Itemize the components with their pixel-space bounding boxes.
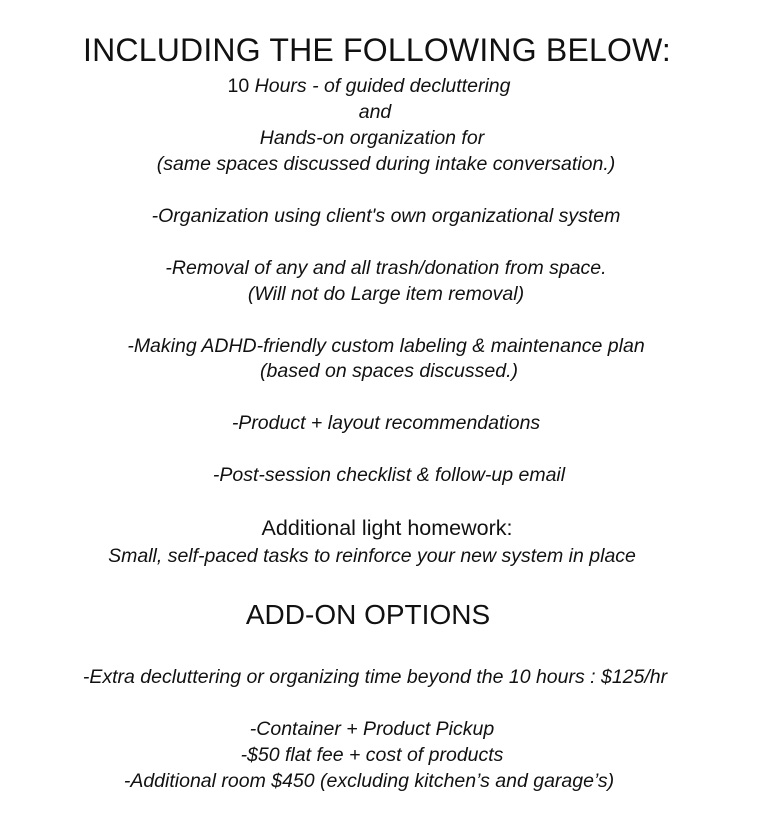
service-removal: -Removal of any and all trash/donation from space. — [165, 257, 607, 279]
service-product: -Product + layout recommendations — [231, 412, 541, 434]
homework-text: Small, self-paced tasks to reinforce your new system in place — [108, 545, 636, 567]
hours-number: 10 — [227, 75, 250, 97]
hours-text: Hours - of guided decluttering — [249, 75, 511, 97]
page-title: INCLUDING THE FOLLOWING BELOW: — [82, 32, 672, 68]
homework-title: Additional light homework: — [261, 516, 513, 540]
hours-line — [228, 73, 511, 99]
service-labeling: -Making ADHD-friendly custom labeling & maintenance plan — [127, 335, 645, 357]
spaces-note: (same spaces discussed during intake conversation.) — [156, 153, 616, 175]
addon-additional-room: -Additional room $450 (excluding kitchen’s and garage’s) — [123, 770, 615, 792]
hands-on-line: Hands-on organization for — [259, 127, 485, 149]
service-organization: -Organization using client's own organizational system — [151, 205, 621, 227]
addon-extra-time: -Extra decluttering or organizing time beyond the 10 hours : $125/hr — [82, 666, 668, 688]
service-checklist: -Post-session checklist & follow-up email — [212, 464, 566, 486]
service-labeling-note: (based on spaces discussed.) — [260, 360, 518, 382]
addon-pickup: -Container + Product Pickup — [249, 718, 495, 740]
addon-pickup-fee: -$50 flat fee + cost of products — [240, 744, 504, 766]
service-removal-note: (Will not do Large item removal) — [247, 283, 525, 305]
and-line: and — [358, 101, 392, 123]
addons-title: ADD-ON OPTIONS — [245, 599, 491, 630]
